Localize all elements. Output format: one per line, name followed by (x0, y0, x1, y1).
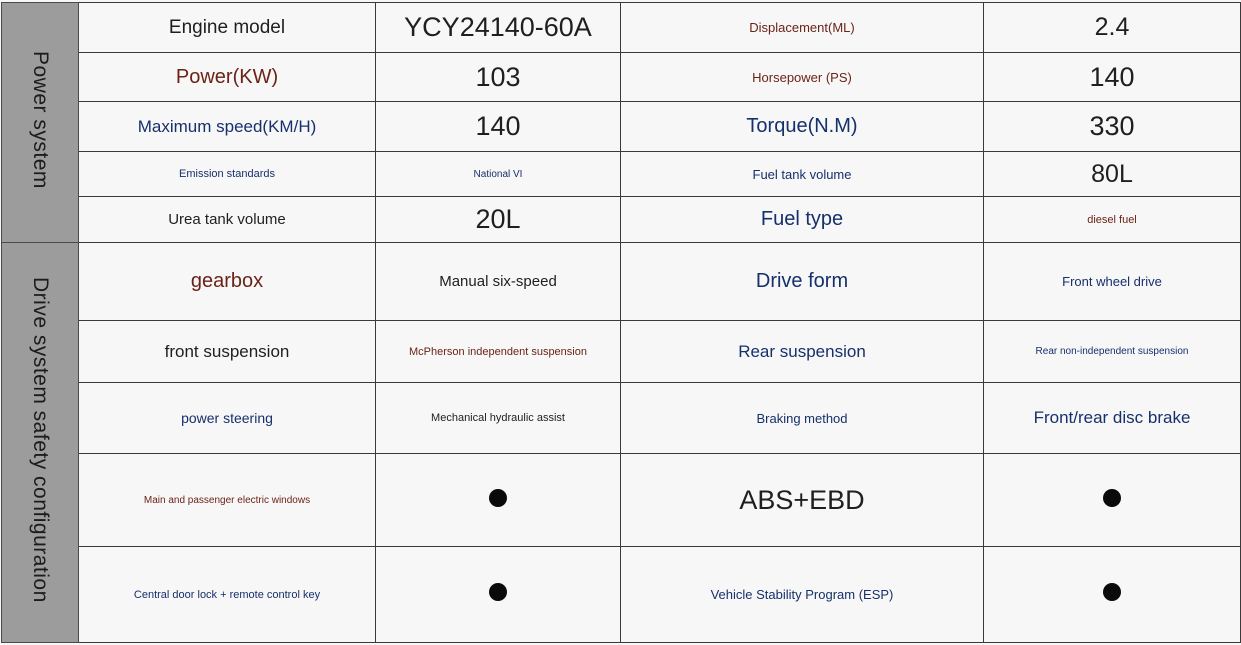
table-row (2, 102, 1241, 152)
value-rear-suspension: Rear non-independent suspension (984, 321, 1241, 383)
table-row (2, 321, 1241, 383)
filled-circle-icon (1103, 489, 1121, 507)
value-fuel-type: diesel fuel (984, 197, 1241, 243)
label-emission: Emission standards (79, 152, 376, 197)
label-braking-method: Braking method (621, 383, 984, 454)
value-central-door-lock (376, 547, 621, 643)
filled-circle-icon (489, 489, 507, 507)
category-label: Drive system safety configuration (29, 276, 52, 603)
value-front-suspension: McPherson independent suspension (376, 321, 621, 383)
value-urea-tank: 20L (376, 197, 621, 243)
label-abs-ebd: ABS+EBD (621, 454, 984, 547)
value-torque: 330 (984, 102, 1241, 152)
label-fuel-tank: Fuel tank volume (621, 152, 984, 197)
value-horsepower: 140 (984, 53, 1241, 102)
table-row (2, 152, 1241, 197)
label-urea-tank: Urea tank volume (79, 197, 376, 243)
label-front-suspension: front suspension (79, 321, 376, 383)
label-torque: Torque(N.M) (621, 102, 984, 152)
label-drive-form: Drive form (621, 243, 984, 321)
value-abs-ebd (984, 454, 1241, 547)
label-max-speed: Maximum speed(KM/H) (79, 102, 376, 152)
value-gearbox: Manual six-speed (376, 243, 621, 321)
spec-table (1, 2, 1241, 643)
table-row (2, 383, 1241, 454)
label-electric-windows: Main and passenger electric windows (79, 454, 376, 547)
category-label: Power system (29, 50, 52, 189)
table-row (2, 454, 1241, 547)
filled-circle-icon (489, 583, 507, 601)
table-row (2, 243, 1241, 321)
value-emission: National VI (376, 152, 621, 197)
label-horsepower: Horsepower (PS) (621, 53, 984, 102)
value-displacement: 2.4 (984, 3, 1241, 53)
value-max-speed: 140 (376, 102, 621, 152)
label-esp: Vehicle Stability Program (ESP) (621, 547, 984, 643)
value-drive-form: Front wheel drive (984, 243, 1241, 321)
value-esp (984, 547, 1241, 643)
label-engine-model: Engine model (79, 3, 376, 53)
value-power: 103 (376, 53, 621, 102)
label-rear-suspension: Rear suspension (621, 321, 984, 383)
label-power: Power(KW) (79, 53, 376, 102)
label-power-steering: power steering (79, 383, 376, 454)
table-row (2, 547, 1241, 643)
value-fuel-tank: 80L (984, 152, 1241, 197)
value-braking-method: Front/rear disc brake (984, 383, 1241, 454)
label-gearbox: gearbox (79, 243, 376, 321)
category-power-system (2, 3, 79, 243)
value-electric-windows (376, 454, 621, 547)
table-row (2, 53, 1241, 102)
label-displacement: Displacement(ML) (621, 3, 984, 53)
value-power-steering: Mechanical hydraulic assist (376, 383, 621, 454)
filled-circle-icon (1103, 583, 1121, 601)
label-fuel-type: Fuel type (621, 197, 984, 243)
label-central-door-lock: Central door lock + remote control key (79, 547, 376, 643)
table-row (2, 197, 1241, 243)
category-drive-system-safety (2, 243, 79, 643)
value-engine-model: YCY24140-60A (376, 3, 621, 53)
table-row (2, 3, 1241, 53)
